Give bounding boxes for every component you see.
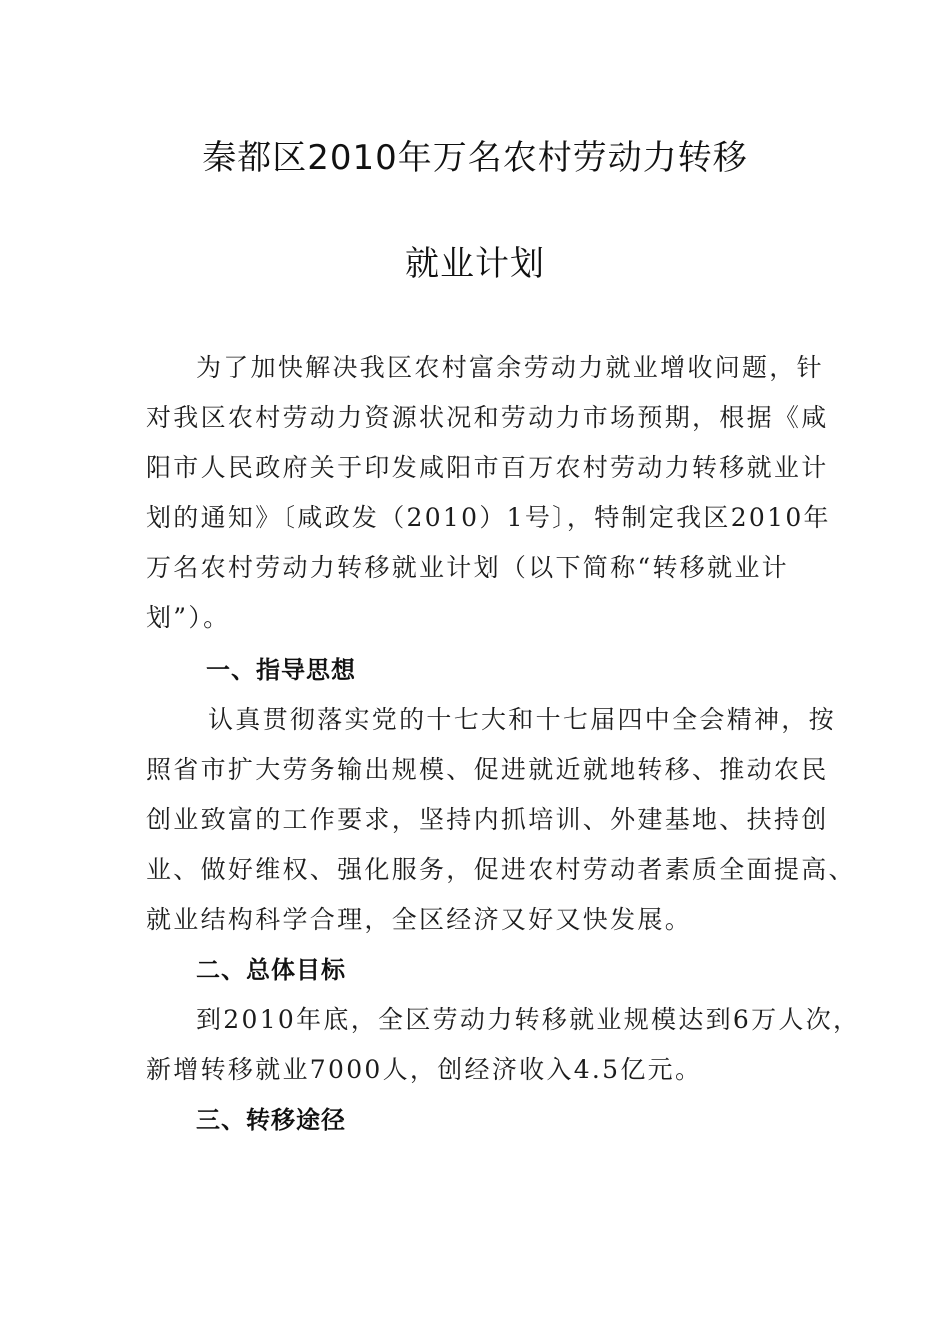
section1-line: 照省市扩大劳务输出规模、促进就近就地转移、推动农民: [146, 755, 829, 784]
document-title-line-2: 就业计划: [405, 244, 545, 284]
intro-line: 对我区农村劳动力资源状况和劳动力市场预期，根据《咸: [146, 403, 829, 432]
document-title-line-1: 秦都区2010年万名农村劳动力转移: [202, 138, 748, 178]
intro-line: 阳市人民政府关于印发咸阳市百万农村劳动力转移就业计: [146, 453, 829, 482]
section1-line: 创业致富的工作要求，坚持内抓培训、外建基地、扶持创: [146, 805, 829, 834]
section1-line: 就业结构科学合理，全区经济又好又快发展。: [146, 905, 693, 934]
section-heading-guiding-ideology: 一、指导思想: [206, 656, 356, 684]
section2-line: 新增转移就业7000人，创经济收入4.5亿元。: [146, 1055, 703, 1084]
intro-line: 万名农村劳动力转移就业计划（以下简称“转移就业计: [146, 553, 789, 582]
intro-line: 划的通知》〔咸政发（2010）1号〕，特制定我区2010年: [146, 503, 831, 532]
section-heading-overall-goal: 二、总体目标: [196, 956, 346, 984]
intro-line: 为了加快解决我区农村富余劳动力就业增收问题，针: [196, 353, 824, 382]
section2-line: 到2010年底，全区劳动力转移就业规模达到6万人次，: [196, 1005, 861, 1034]
section-heading-transfer-paths: 三、转移途径: [196, 1106, 346, 1134]
section1-line: 业、做好维权、强化服务，促进农村劳动者素质全面提高、: [146, 855, 856, 884]
section1-line: 认真贯彻落实党的十七大和十七届四中全会精神，按: [208, 705, 836, 734]
intro-line: 划”）。: [146, 603, 231, 632]
